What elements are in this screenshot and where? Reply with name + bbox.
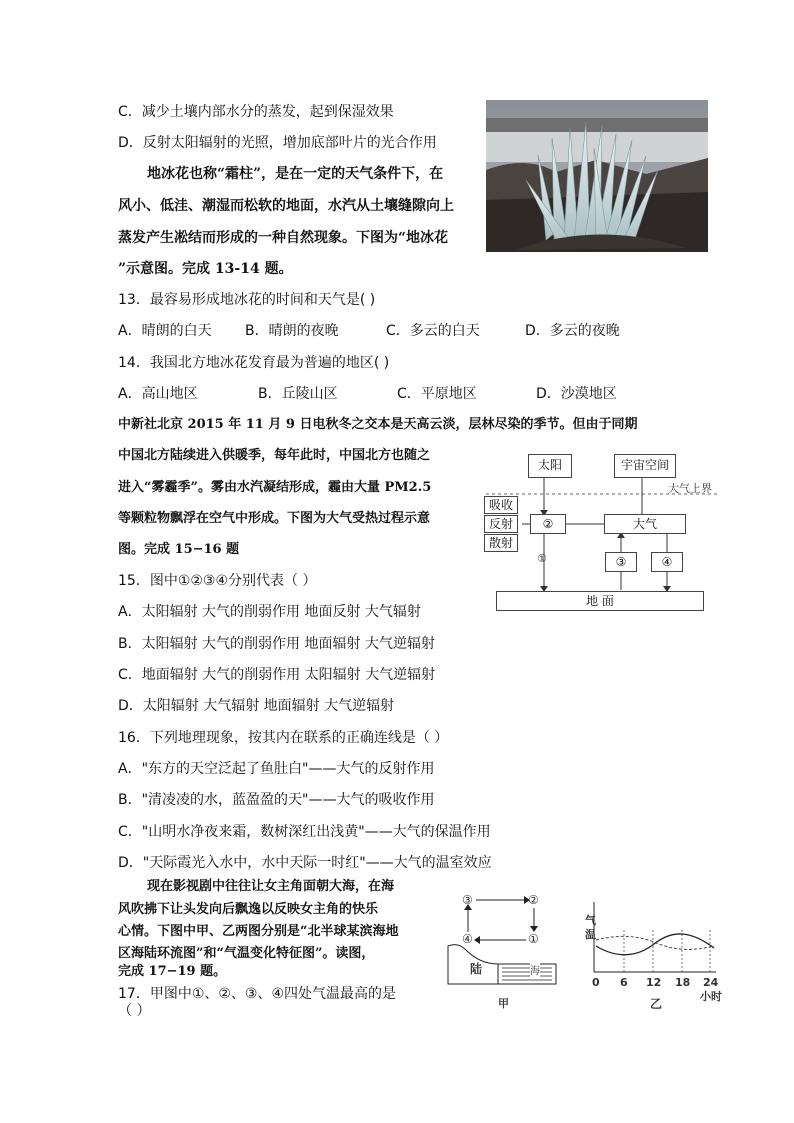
marker-4: ④	[651, 552, 683, 572]
q14-option-d: D．沙漠地区	[536, 386, 617, 402]
jia-caption: 甲	[498, 997, 509, 1010]
q16-option-c: C．"山明水净夜来霜，数树深红出浅黄"——大气的保温作用	[118, 824, 491, 840]
sea-intro-line-4: 区海陆环流图”和“气温变化特征图”。读图，	[118, 946, 375, 961]
space-box: 宇宙空间	[614, 454, 676, 478]
q13-option-b: B．晴朗的夜晚	[245, 323, 339, 339]
yi-tick-12: 12	[646, 976, 662, 989]
q17-paren: （ ）	[118, 1003, 151, 1019]
q16-option-a: A．"东方的天空泛起了鱼肚白"——大气的反射作用	[118, 761, 435, 777]
frost-photo	[486, 100, 708, 252]
frost-intro-line-4: ”示意图。完成 13-14 题。	[118, 261, 293, 277]
q15-stem: 15．图中①②③④分别代表（ ）	[118, 573, 317, 589]
q15-option-c: C．地面辐射 大气的削弱作用 太阳辐射 大气逆辐射	[118, 667, 436, 683]
ground-box: 地 面	[496, 591, 704, 611]
q13-option-a: A．晴朗的白天	[118, 323, 212, 339]
sun-box: 太阳	[528, 454, 572, 478]
jia-marker-4: ④	[462, 932, 473, 946]
q14-stem: 14．我国北方地冰花发育最为普遍的地区( )	[118, 355, 390, 371]
q13-option-d: D．多云的夜晚	[525, 323, 620, 339]
yi-tick-6: 6	[620, 976, 628, 989]
yi-ylabel-1: 气	[585, 914, 596, 927]
q12-option-c: C．减少土壤内部水分的蒸发，起到保湿效果	[118, 104, 394, 120]
temperature-chart-lines	[590, 900, 720, 980]
q17-stem: 17．甲图中①、②、③、④四处气温最高的是	[118, 986, 397, 1002]
q15-option-d: D．太阳辐射 大气辐射 地面辐射 大气逆辐射	[118, 698, 395, 714]
sea-intro-line-2: 风吹拂下让头发向后飘逸以反映女主角的快乐	[118, 902, 379, 917]
marker-1: ①	[537, 552, 547, 565]
jia-marker-1: ①	[528, 932, 539, 946]
q14-option-b: B．丘陵山区	[258, 386, 338, 402]
q15-option-b: B．太阳辐射 大气的削弱作用 地面辐射 大气逆辐射	[118, 636, 435, 652]
yi-tick-18: 18	[675, 976, 691, 989]
q15-option-a: A．太阳辐射 大气的削弱作用 地面反射 大气辐射	[118, 604, 421, 620]
sea-intro-line-1: 现在影视剧中往往让女主角面朝大海，在海	[147, 879, 395, 894]
reflect-label: 反射	[484, 515, 518, 533]
jia-marker-2: ②	[528, 893, 539, 907]
frost-intro-line-2: 风小、低洼、潮湿而松软的地面，水汽从土壤缝隙向上	[118, 198, 454, 214]
q13-option-c: C．多云的白天	[386, 323, 480, 339]
absorb-label: 吸收	[484, 496, 518, 514]
q16-stem: 16．下列地理现象，按其内在联系的正确连线是（ ）	[118, 730, 449, 746]
sea-intro-line-3: 心情。下图中甲、乙两图分别是“北半球某滨海地	[118, 924, 399, 939]
frost-intro-line-3: 蒸发产生凇结而形成的一种自然现象。下图为“地冰花	[118, 230, 449, 246]
frost-intro-line-1: 地冰花也称“霜柱”，是在一定的天气条件下，在	[147, 166, 444, 182]
haze-intro-line-1: 中新社北京 2015 年 11 月 9 日电秋冬之交本是天高云淡，层林尽染的季节。但由于同期	[118, 417, 638, 432]
q14-option-c: C．平原地区	[397, 386, 477, 402]
marker-2: ②	[530, 514, 566, 534]
yi-unit: 小时	[700, 990, 722, 1003]
sea-label: 海	[530, 962, 540, 977]
q14-option-a: A．高山地区	[118, 386, 198, 402]
yi-tick-0: 0	[592, 976, 600, 989]
haze-intro-line-3: 进入“雾霾季”。雾由水汽凝结形成，霾由大量 PM2.5	[118, 480, 432, 495]
jia-marker-3: ③	[462, 893, 473, 907]
atmosphere-box: 大气	[604, 514, 686, 534]
yi-tick-24: 24	[703, 976, 719, 989]
haze-intro-line-4: 等颗粒物飘浮在空气中形成。下图为大气受热过程示意	[118, 511, 431, 526]
upper-boundary-label: 大气上界	[668, 482, 712, 495]
yi-caption: 乙	[650, 997, 663, 1011]
q12-option-d: D．反射太阳辐射的光照，增加底部叶片的光合作用	[118, 135, 437, 151]
haze-intro-line-2: 中国北方陆续进入供暖季，每年此时，中国北方也随之	[118, 448, 431, 463]
q13-stem: 13．最容易形成地冰花的时间和天气是( )	[118, 292, 376, 308]
yi-ylabel-2: 温	[585, 928, 596, 941]
q16-option-b: B．"清凌凌的水，蓝盈盈的天"——大气的吸收作用	[118, 792, 435, 808]
sea-intro-line-5: 完成 17−19 题。	[118, 964, 227, 979]
scatter-label: 散射	[484, 534, 518, 552]
haze-intro-line-5: 图。完成 15−16 题	[118, 542, 240, 557]
land-label: 陆	[470, 962, 483, 976]
marker-3: ③	[605, 552, 637, 572]
q16-option-d: D．"天际霞光入水中，水中天际一时红"——大气的温室效应	[118, 855, 492, 871]
